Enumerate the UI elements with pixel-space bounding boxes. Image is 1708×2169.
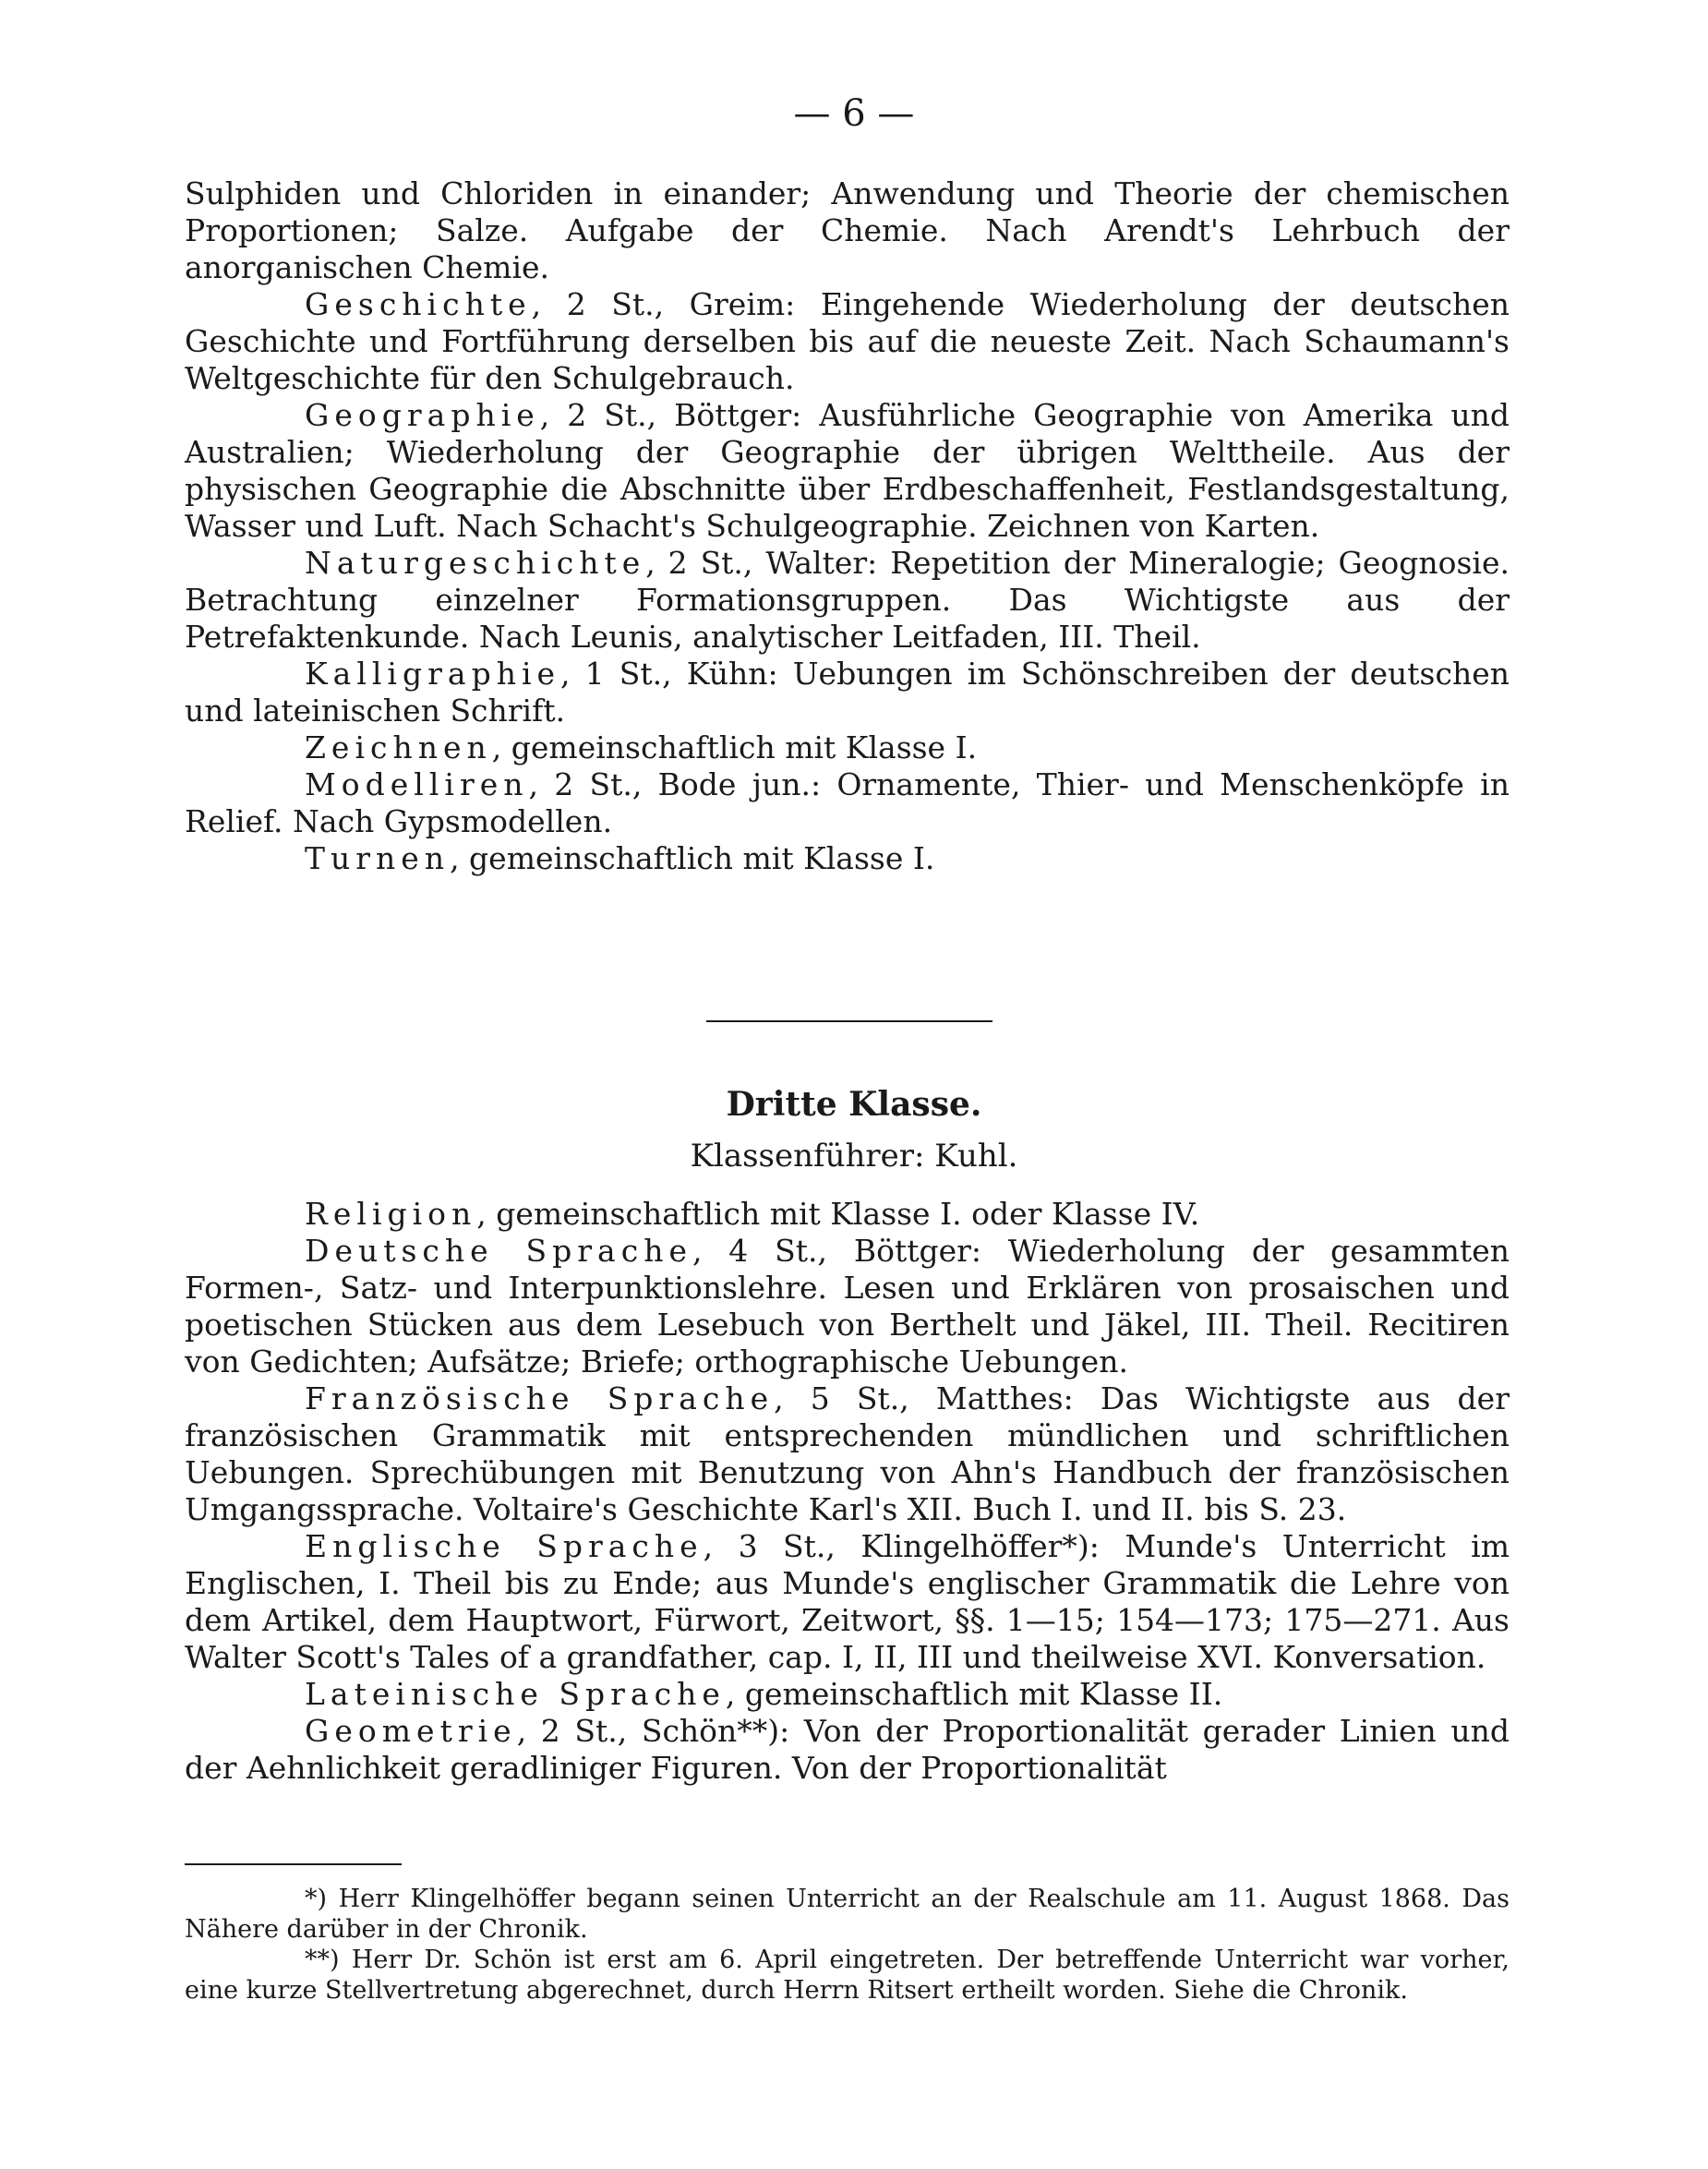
paragraph-geographie — [185, 397, 1510, 545]
subject-label: Englische Sprache — [305, 1528, 704, 1564]
paragraph-text: , 2 St., Bode jun.: Ornamente, Thier- und Menschenköpfe in Relief. Nach Gypsmodellen. — [185, 766, 1510, 839]
paragraph-text: , gemeinschaftlich mit Klasse I. — [450, 840, 935, 876]
subject-label: Kalligraphie — [305, 656, 561, 692]
paragraph-modelliren — [185, 766, 1510, 840]
paragraph-geschichte — [185, 286, 1510, 397]
paragraph-englische-sprache — [185, 1528, 1510, 1676]
paragraph-text: , 2 St., Schön**): Von der Proportionalität gerader Linien und der Aehnlichkeit geradliniger Figuren. Von der Proportionalität — [185, 1713, 1510, 1786]
paragraph-franzoesische-sprache — [185, 1380, 1510, 1528]
paragraph-continuation — [185, 175, 1510, 286]
subject-label: Geschichte — [305, 286, 532, 322]
paragraph-text: , 1 St., Kühn: Uebungen im Schönschreiben der deutschen und lateinischen Schrift. — [185, 656, 1510, 729]
text-block-top — [185, 175, 1510, 877]
subject-label: Naturgeschichte — [305, 545, 646, 581]
section-divider — [706, 1020, 992, 1022]
subject-label: Turnen — [305, 840, 451, 876]
paragraph-kalligraphie — [185, 656, 1510, 729]
paragraph-deutsche-sprache — [185, 1233, 1510, 1380]
subject-label: Geometrie — [305, 1713, 517, 1749]
class-leader: Klassenführer: Kuhl. — [690, 1138, 1018, 1175]
subject-label: Zeichnen — [305, 729, 492, 765]
footnote: *) Herr Klingelhöffer begann seinen Unterricht an der Realschule am 11. August 1868. Das Nähere darüber in der Chronik. — [185, 1885, 1510, 1944]
paragraph-text: , 4 St., Böttger: Wiederholung der gesammten Formen-, Satz- und Interpunktionslehre. Lesen und Erklären von prosaischen und poetischen Stücken aus dem Lesebuch von Berthelt und Jäkel, III. Theil. Recitiren von Gedichten; Aufsätze; Briefe; orthographische Uebungen. — [185, 1233, 1510, 1380]
subject-label: Französische Sprache — [305, 1380, 775, 1416]
page-number: — 6 — — [793, 92, 915, 135]
subject-label: Lateinische Sprache — [305, 1676, 726, 1712]
footnote-divider — [185, 1863, 402, 1865]
paragraph-text: , 2 St., Walter: Repetition der Mineralogie; Geognosie. Betrachtung einzelner Formationsgruppen. Das Wichtigste aus der Petrefaktenkunde. Nach Leunis, analytischer Leitfaden, III. Theil. — [185, 545, 1510, 655]
footnote: **) Herr Dr. Schön ist erst am 6. April eingetreten. Der betreffende Unterricht war vorher, eine kurze Stellvertretung abgerechnet, durch Herrn Ritsert ertheilt worden. Siehe die Chronik. — [185, 1946, 1510, 2005]
section-title: Dritte Klasse. — [726, 1085, 982, 1124]
paragraph-naturgeschichte — [185, 545, 1510, 656]
paragraph-text: Sulphiden und Chloriden in einander; Anwendung und Theorie der chemischen Proportionen; Salze. Aufgabe der Chemie. Nach Arendt's Lehrbuch der anorganischen Chemie. — [185, 175, 1510, 285]
paragraph-text: , 3 St., Klingelhöffer*): Munde's Unterricht im Englischen, I. Theil bis zu Ende; aus Munde's englischer Grammatik die Lehre von dem Artikel, dem Hauptwort, Fürwort, Zeitwort, §§. 1—15; 154—173; 175—271. Aus Walter Scott's Tales of a grandfather, cap. I, II, III und theilweise XVI. Konversation. — [185, 1528, 1510, 1675]
paragraph-text: , 5 St., Matthes: Das Wichtigste aus der französischen Grammatik mit entsprechenden mündlichen und schriftlichen Uebungen. Sprechübungen mit Benutzung von Ahn's Handbuch der französischen Umgangssprache. Voltaire's Geschichte Karl's XII. Buch I. und II. bis S. 23. — [185, 1380, 1510, 1527]
footnotes — [185, 1884, 1510, 2006]
paragraph-zeichnen — [185, 729, 1510, 766]
paragraph-text: , gemeinschaftlich mit Klasse I. oder Klasse IV. — [476, 1196, 1200, 1232]
text-block-bottom — [185, 1196, 1510, 1787]
paragraph-lateinische-sprache — [185, 1676, 1510, 1713]
paragraph-text: , gemeinschaftlich mit Klasse II. — [725, 1676, 1223, 1712]
subject-label: Religion — [305, 1196, 477, 1232]
paragraph-text: , 2 St., Böttger: Ausführliche Geographie von Amerika und Australien; Wiederholung der Geographie der übrigen Welttheile. Aus der physischen Geographie die Abschnitte über Erdbeschaffenheit, Festlandsgestaltung, Wasser und Luft. Nach Schacht's Schulgeographie. Zeichnen von Karten. — [185, 397, 1510, 544]
paragraph-religion — [185, 1196, 1510, 1233]
paragraph-text: , gemeinschaftlich mit Klasse I. — [491, 729, 978, 765]
subject-label: Deutsche Sprache — [305, 1233, 692, 1269]
subject-label: Geographie — [305, 397, 540, 433]
paragraph-geometrie — [185, 1713, 1510, 1787]
paragraph-text: , 2 St., Greim: Eingehende Wiederholung der deutschen Geschichte und Fortführung derselben bis auf die neueste Zeit. Nach Schaumann's Weltgeschichte für den Schulgebrauch. — [185, 286, 1510, 396]
paragraph-turnen — [185, 840, 1510, 877]
subject-label: Modelliren — [305, 766, 529, 802]
